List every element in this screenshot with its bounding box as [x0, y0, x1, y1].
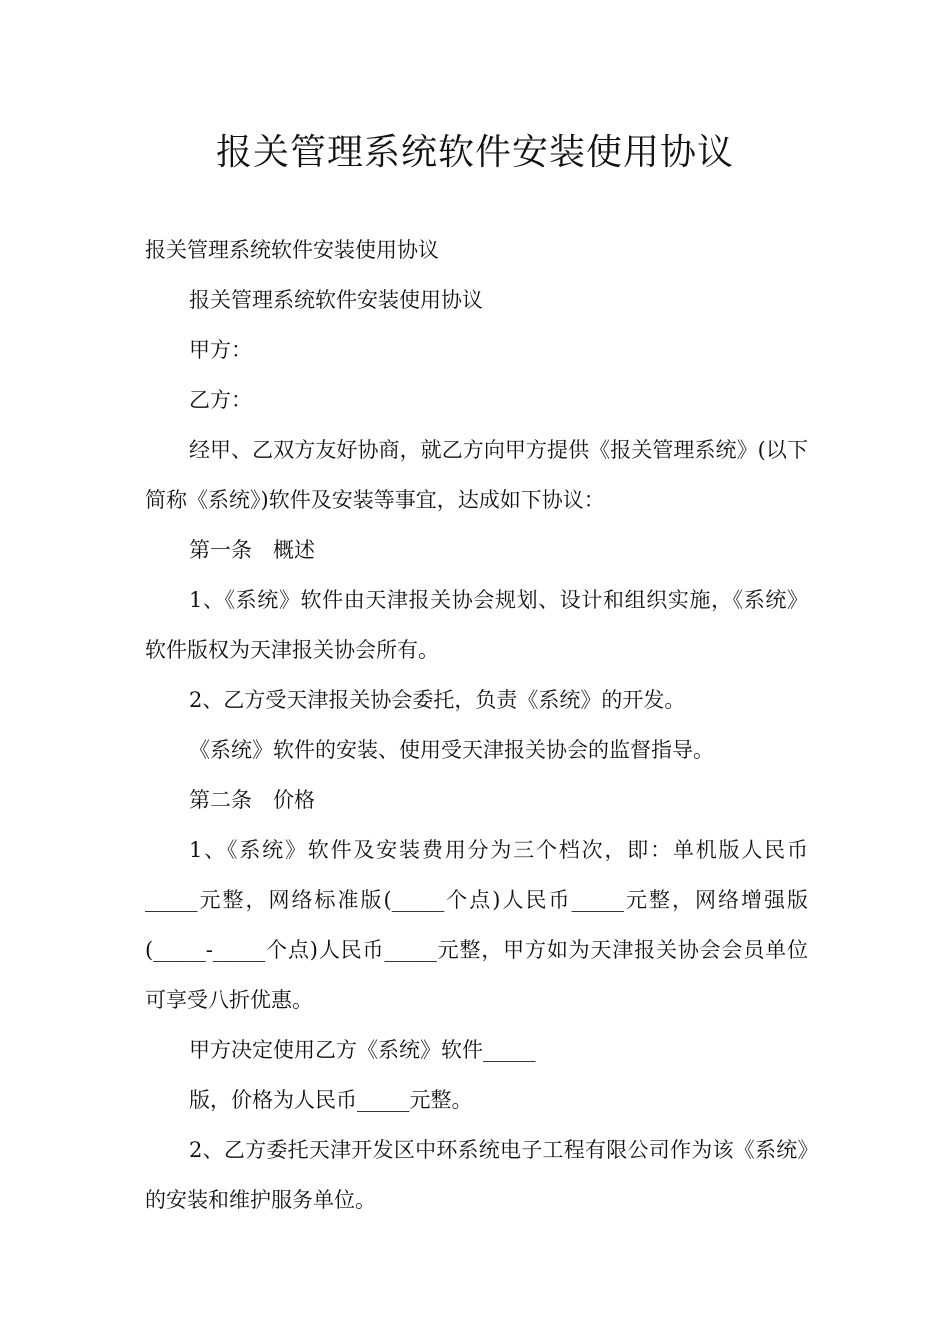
pricing-clause-2: 2、乙方委托天津开发区中环系统电子工程有限公司作为该《系统》的安装和维护服务单位。	[145, 1138, 808, 1212]
article-one-heading: 第一条 概述	[189, 538, 315, 562]
article-one-clause-2: 2、乙方受天津报关协会委托，负责《系统》的开发。	[189, 688, 686, 712]
pricing-clause-1: 1、《系统》软件及安装费用分为三个档次，即：单机版人民币_____元整，网络标准版(_____个点)人民币_____元整，网络增强版(_____-_____个点)人民币_____元整，甲方如为天津报关协会会员单位可享受八折优惠。	[145, 838, 808, 1012]
agreement-name-line: 报关管理系统软件安装使用协议	[189, 288, 483, 312]
article-one-clause-1: 1、《系统》软件由天津报关协会规划、设计和组织实施，《系统》软件版权为天津报关协会所有。	[145, 588, 808, 662]
preamble-paragraph: 经甲、乙双方友好协商，就乙方向甲方提供《报关管理系统》(以下简称《系统》)软件及安装等事宜，达成如下协议：	[145, 438, 808, 512]
chosen-price-line: 版，价格为人民币_____元整。	[189, 1088, 473, 1112]
article-two-heading: 第二条 价格	[189, 788, 315, 812]
repeated-heading-line: 报关管理系统软件安装使用协议	[145, 238, 439, 262]
party-a-line: 甲方：	[189, 338, 252, 362]
supervision-paragraph: 《系统》软件的安装、使用受天津报关协会的监督指导。	[189, 738, 714, 762]
party-b-line: 乙方：	[189, 388, 252, 412]
document-title: 报关管理系统软件安装使用协议	[215, 132, 734, 173]
chosen-version-line: 甲方决定使用乙方《系统》软件_____	[189, 1038, 536, 1062]
document-body	[145, 225, 808, 1225]
